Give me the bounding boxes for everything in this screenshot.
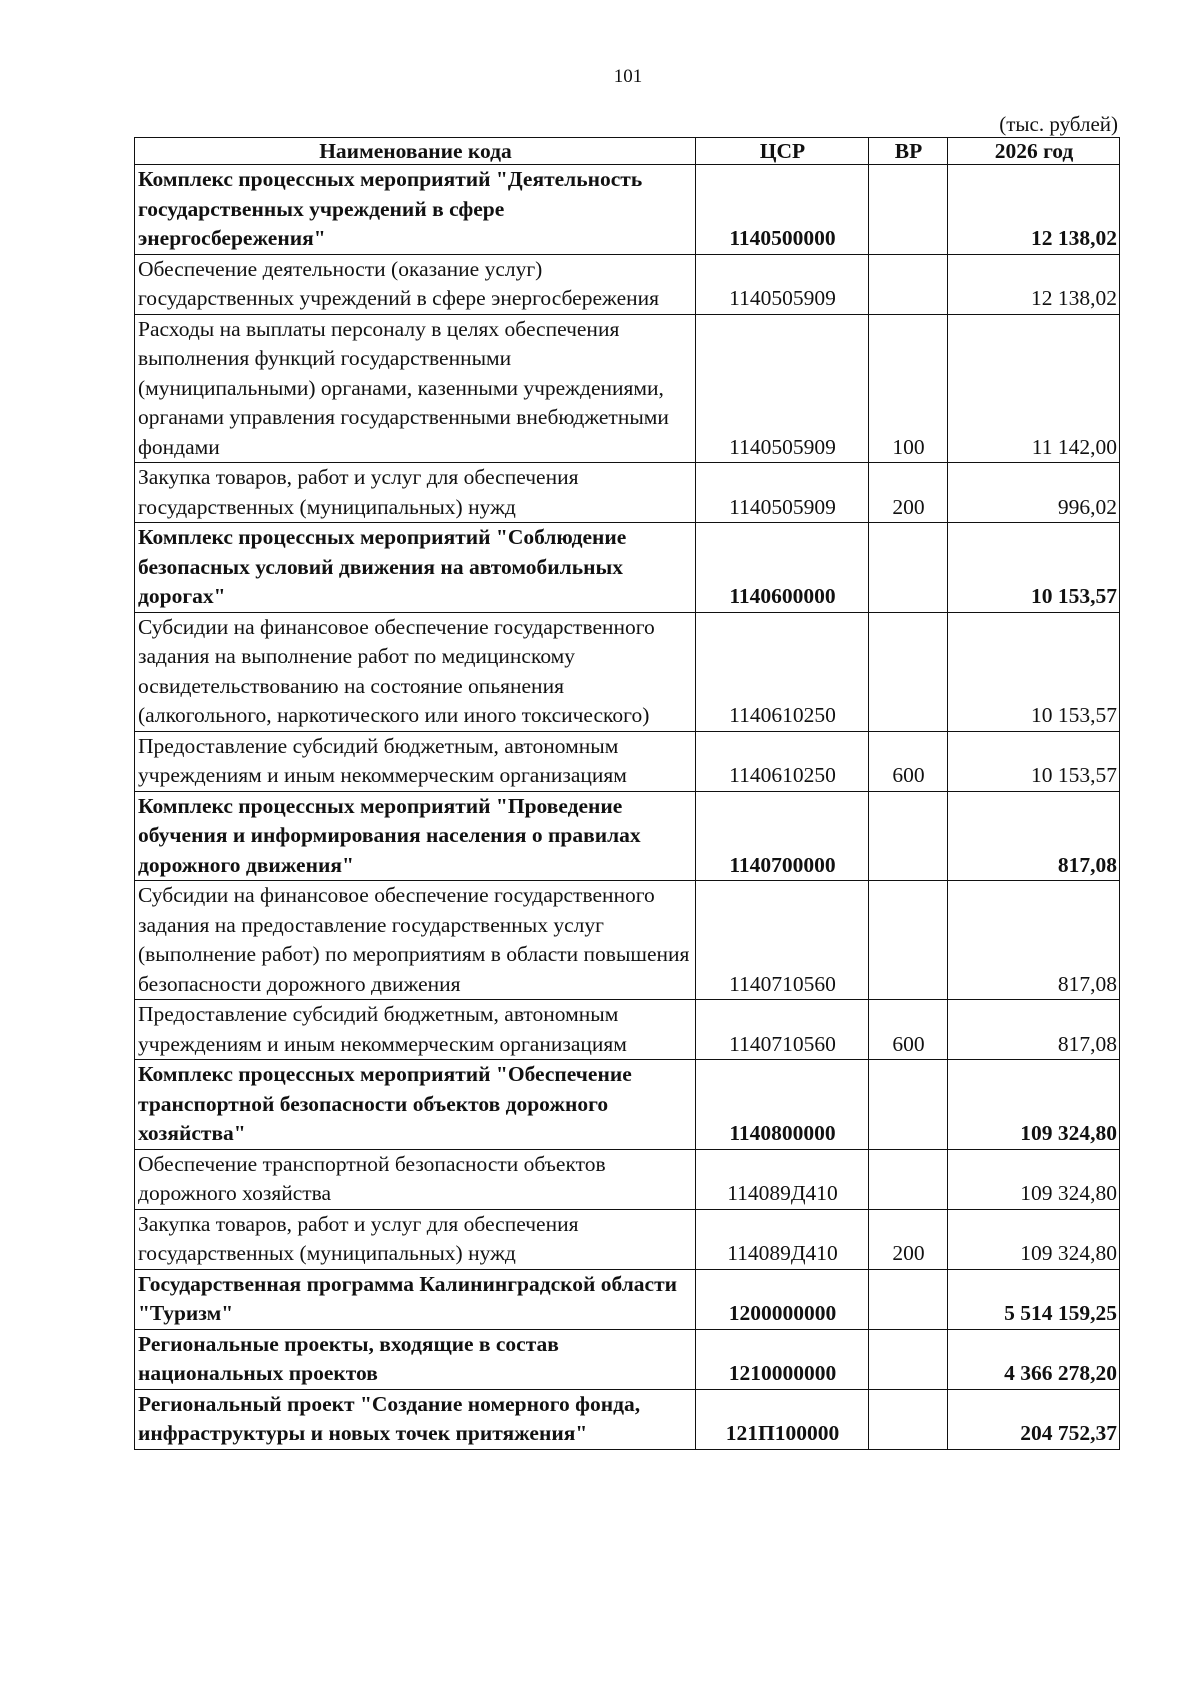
cell-name: Государственная программа Калининградской области "Туризм" xyxy=(135,1269,696,1329)
cell-name: Региональные проекты, входящие в состав национальных проектов xyxy=(135,1329,696,1389)
cell-csr: 1140710560 xyxy=(696,1000,869,1060)
cell-sum: 109 324,80 xyxy=(948,1060,1120,1150)
table-row xyxy=(135,1269,1120,1329)
table-row xyxy=(135,731,1120,791)
cell-sum: 817,08 xyxy=(948,791,1120,881)
table-body xyxy=(135,165,1120,1450)
cell-vr xyxy=(869,165,948,255)
cell-name: Региональный проект "Создание номерного фонда, инфраструктуры и новых точек притяжения" xyxy=(135,1389,696,1449)
cell-name: Комплекс процессных мероприятий "Проведение обучения и информирования населения о правилах дорожного движения" xyxy=(135,791,696,881)
cell-vr: 100 xyxy=(869,314,948,463)
cell-sum: 10 153,57 xyxy=(948,523,1120,613)
budget-table xyxy=(134,137,1120,1450)
cell-vr xyxy=(869,1060,948,1150)
cell-name: Закупка товаров, работ и услуг для обеспечения государственных (муниципальных) нужд xyxy=(135,1209,696,1269)
table-row xyxy=(135,523,1120,613)
cell-sum: 10 153,57 xyxy=(948,731,1120,791)
table-row xyxy=(135,1389,1120,1449)
table-row xyxy=(135,791,1120,881)
cell-csr: 1140610250 xyxy=(696,731,869,791)
cell-sum: 109 324,80 xyxy=(948,1149,1120,1209)
table-row xyxy=(135,1329,1120,1389)
cell-csr: 1140500000 xyxy=(696,165,869,255)
table-row xyxy=(135,1060,1120,1150)
cell-csr: 121П100000 xyxy=(696,1389,869,1449)
table-row xyxy=(135,165,1120,255)
cell-sum: 817,08 xyxy=(948,881,1120,1000)
cell-csr: 1200000000 xyxy=(696,1269,869,1329)
cell-vr: 200 xyxy=(869,463,948,523)
table-header-row xyxy=(135,138,1120,165)
cell-vr: 600 xyxy=(869,1000,948,1060)
cell-csr: 1140505909 xyxy=(696,254,869,314)
cell-csr: 114089Д410 xyxy=(696,1149,869,1209)
cell-csr: 1140710560 xyxy=(696,881,869,1000)
table-row xyxy=(135,1000,1120,1060)
table-row xyxy=(135,1209,1120,1269)
table-row xyxy=(135,314,1120,463)
cell-sum: 996,02 xyxy=(948,463,1120,523)
units-label: (тыс. рублей) xyxy=(999,112,1118,136)
cell-name: Предоставление субсидий бюджетным, автономным учреждениям и иным некоммерческим организациям xyxy=(135,731,696,791)
table-row xyxy=(135,612,1120,731)
cell-name: Расходы на выплаты персоналу в целях обеспечения выполнения функций государственными (муниципальными) органами, казенными учреждениями, органами управления государственными внебюджетными фондами xyxy=(135,314,696,463)
cell-name: Обеспечение деятельности (оказание услуг) государственных учреждений в сфере энергосбережения xyxy=(135,254,696,314)
cell-sum: 10 153,57 xyxy=(948,612,1120,731)
cell-csr: 1140700000 xyxy=(696,791,869,881)
cell-csr: 1140505909 xyxy=(696,463,869,523)
cell-vr xyxy=(869,1329,948,1389)
cell-vr xyxy=(869,1269,948,1329)
page-number: 101 xyxy=(613,66,643,87)
cell-name: Закупка товаров, работ и услуг для обеспечения государственных (муниципальных) нужд xyxy=(135,463,696,523)
cell-vr xyxy=(869,523,948,613)
cell-sum: 12 138,02 xyxy=(948,165,1120,255)
cell-sum: 12 138,02 xyxy=(948,254,1120,314)
cell-csr: 1210000000 xyxy=(696,1329,869,1389)
cell-name: Обеспечение транспортной безопасности объектов дорожного хозяйства xyxy=(135,1149,696,1209)
cell-vr xyxy=(869,254,948,314)
table-row xyxy=(135,463,1120,523)
cell-vr xyxy=(869,791,948,881)
header-vr: ВР xyxy=(869,138,948,165)
table-row xyxy=(135,881,1120,1000)
cell-sum: 109 324,80 xyxy=(948,1209,1120,1269)
cell-csr: 1140610250 xyxy=(696,612,869,731)
cell-sum: 5 514 159,25 xyxy=(948,1269,1120,1329)
cell-csr: 1140600000 xyxy=(696,523,869,613)
cell-name: Предоставление субсидий бюджетным, автономным учреждениям и иным некоммерческим организациям xyxy=(135,1000,696,1060)
cell-csr: 1140505909 xyxy=(696,314,869,463)
cell-vr xyxy=(869,1149,948,1209)
cell-vr xyxy=(869,881,948,1000)
table-row xyxy=(135,1149,1120,1209)
cell-vr: 200 xyxy=(869,1209,948,1269)
cell-vr xyxy=(869,612,948,731)
cell-name: Субсидии на финансовое обеспечение государственного задания на предоставление государственных услуг (выполнение работ) по мероприятиям в области повышения безопасности дорожного движения xyxy=(135,881,696,1000)
header-name: Наименование кода xyxy=(135,138,696,165)
table-row xyxy=(135,254,1120,314)
cell-csr: 114089Д410 xyxy=(696,1209,869,1269)
cell-name: Комплекс процессных мероприятий "Деятельность государственных учреждений в сфере энергосбережения" xyxy=(135,165,696,255)
cell-sum: 4 366 278,20 xyxy=(948,1329,1120,1389)
cell-sum: 11 142,00 xyxy=(948,314,1120,463)
header-csr: ЦСР xyxy=(696,138,869,165)
cell-vr xyxy=(869,1389,948,1449)
cell-name: Комплекс процессных мероприятий "Обеспечение транспортной безопасности объектов дорожного хозяйства" xyxy=(135,1060,696,1150)
cell-name: Комплекс процессных мероприятий "Соблюдение безопасных условий движения на автомобильных дорогах" xyxy=(135,523,696,613)
header-sum: 2026 год xyxy=(948,138,1120,165)
cell-name: Субсидии на финансовое обеспечение государственного задания на выполнение работ по медицинскому освидетельствованию на состояние опьянения (алкогольного, наркотического или иного токсического) xyxy=(135,612,696,731)
cell-csr: 1140800000 xyxy=(696,1060,869,1150)
cell-sum: 817,08 xyxy=(948,1000,1120,1060)
cell-vr: 600 xyxy=(869,731,948,791)
cell-sum: 204 752,37 xyxy=(948,1389,1120,1449)
